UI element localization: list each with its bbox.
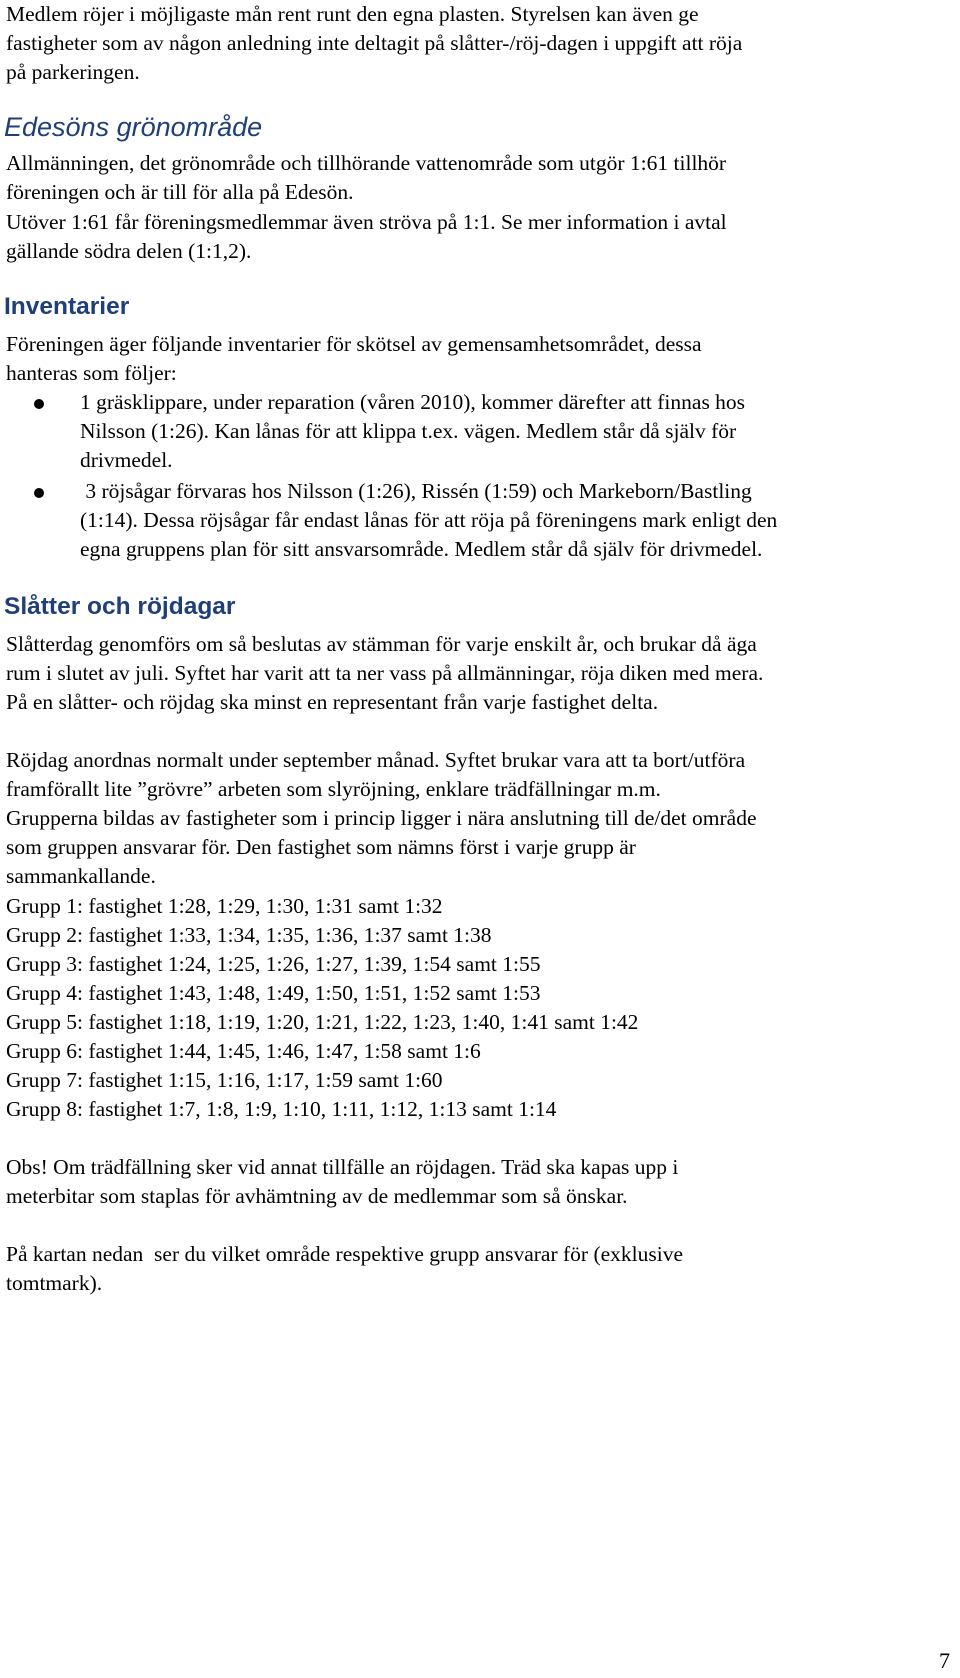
karta-line-2: tomtmark). [6,1271,103,1295]
group-line: Grupp 6: fastighet 1:44, 1:45, 1:46, 1:47, 1:58 samt 1:6 [6,1039,481,1063]
slatter-line-2: rum i slutet av juli. Syftet har varit att ta ner vass på allmänningar, röja diken med mera. [6,661,764,685]
obs-line-2: meterbitar som staplas för avhämtning av de medlemmar som så önskar. [6,1184,628,1208]
group-line: Grupp 5: fastighet 1:18, 1:19, 1:20, 1:21, 1:22, 1:23, 1:40, 1:41 samt 1:42 [6,1010,639,1034]
slatter-line-4: Röjdag anordnas normalt under september månad. Syftet brukar vara att ta bort/utföra [6,748,746,772]
obs-line-1: Obs! Om trädfällning sker vid annat tillfälle an röjdagen. Träd ska kapas upp i [6,1155,679,1179]
page-number: 7 [939,1648,950,1673]
slatter-line-7: som gruppen ansvarar för. Den fastighet som nämns först i varje grupp är [6,835,636,859]
gron-line-1: Allmänningen, det grönområde och tillhörande vattenområde som utgör 1:61 tillhör [6,151,727,175]
slatter-line-3: På en slåtter- och röjdag ska minst en representant från varje fastighet delta. [6,690,659,714]
group-line: Grupp 3: fastighet 1:24, 1:25, 1:26, 1:27, 1:39, 1:54 samt 1:55 [6,952,541,976]
group-line: Grupp 7: fastighet 1:15, 1:16, 1:17, 1:59 samt 1:60 [6,1068,443,1092]
intro-line-2: fastigheter som av någon anledning inte deltagit på slåtter-/röj-dagen i uppgift att röja [6,31,743,55]
slatter-line-6: Grupperna bildas av fastigheter som i princip ligger i nära anslutning till de/det område [6,806,757,830]
inv-line-2: hanteras som följer: [6,361,177,385]
group-line: Grupp 8: fastighet 1:7, 1:8, 1:9, 1:10, 1:11, 1:12, 1:13 samt 1:14 [6,1097,557,1121]
section-heading-gronomrade: Edesöns grönområde [4,112,263,142]
intro-line-3: på parkeringen. [6,60,140,84]
bullet-icon [34,488,44,498]
bullet-1-line-3: drivmedel. [80,448,173,472]
bullet-1-line-2: Nilsson (1:26). Kan lånas för att klippa t.ex. vägen. Medlem står då själv för [80,419,737,443]
gron-line-2: föreningen och är till för alla på Edesön. [6,180,354,204]
inv-line-1: Föreningen äger följande inventarier för skötsel av gemensamhetsområdet, dessa [6,332,702,356]
bullet-2-line-1: 3 röjsågar förvaras hos Nilsson (1:26), Rissén (1:59) och Markeborn/Bastling [80,479,752,503]
group-line: Grupp 4: fastighet 1:43, 1:48, 1:49, 1:50, 1:51, 1:52 samt 1:53 [6,981,541,1005]
section-heading-inventarier: Inventarier [4,293,130,320]
bullet-2-line-3: egna gruppens plan för sitt ansvarsområde. Medlem står då själv för drivmedel. [80,537,763,561]
intro-line-1: Medlem röjer i möjligaste mån rent runt den egna plasten. Styrelsen kan även ge [6,2,699,26]
group-line: Grupp 1: fastighet 1:28, 1:29, 1:30, 1:31 samt 1:32 [6,894,443,918]
slatter-line-1: Slåtterdag genomförs om så beslutas av stämman för varje enskilt år, och brukar då äga [6,632,757,656]
group-line: Grupp 2: fastighet 1:33, 1:34, 1:35, 1:36, 1:37 samt 1:38 [6,923,492,947]
bullet-2-line-2: (1:14). Dessa röjsågar får endast lånas för att röja på föreningens mark enligt den [80,508,778,532]
slatter-line-8: sammankallande. [6,864,156,888]
bullet-1-line-1: 1 gräsklippare, under reparation (våren 2010), kommer därefter att finnas hos [80,390,746,414]
karta-line-1: På kartan nedan ser du vilket område respektive grupp ansvarar för (exklusive [6,1242,684,1266]
bullet-icon [34,399,44,409]
section-heading-slatter: Slåtter och röjdagar [4,593,236,620]
gron-line-3: Utöver 1:61 får föreningsmedlemmar även ströva på 1:1. Se mer information i avtal [6,210,727,234]
gron-line-4: gällande södra delen (1:1,2). [6,239,252,263]
slatter-line-5: framförallt lite ”grövre” arbeten som slyröjning, enklare trädfällningar m.m. [6,777,661,801]
